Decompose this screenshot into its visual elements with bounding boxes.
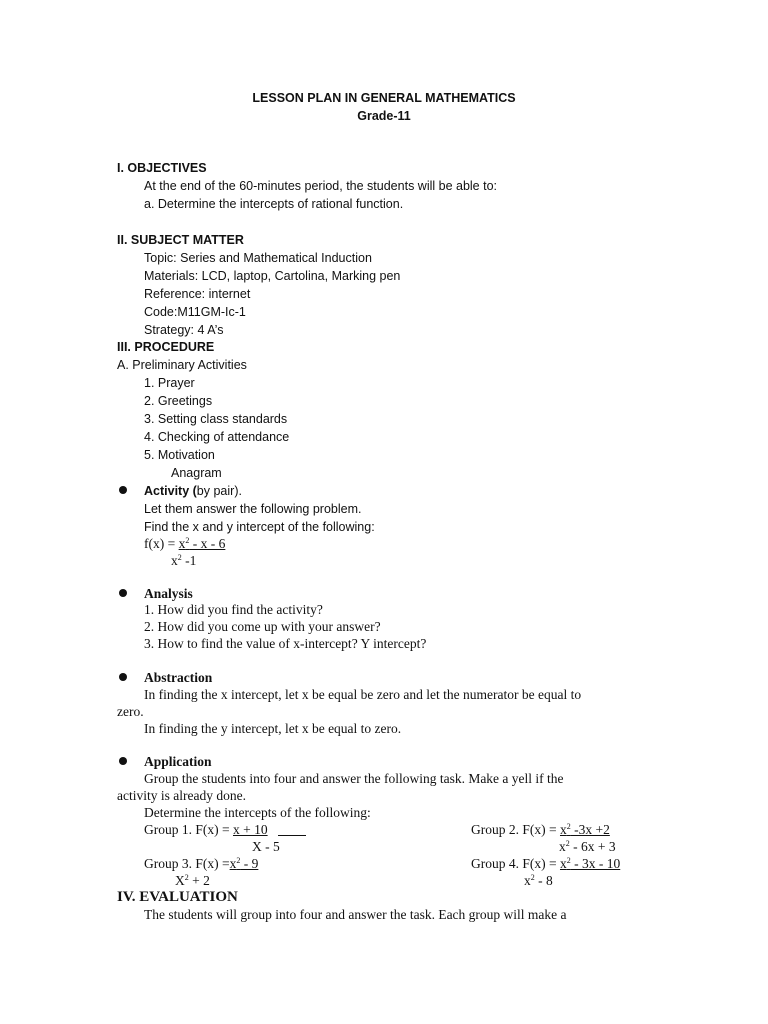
step-attendance: 4. Checking of attendance — [144, 430, 290, 444]
bullet-icon — [119, 589, 127, 597]
application-line-3: Determine the intercepts of the following: — [144, 805, 371, 820]
group-2-function: Group 2. $F(x) = x^2$ -3x +2 — [471, 822, 610, 837]
group-3-numerator: $x^2 - 9$ — [229, 856, 259, 871]
group-3-function: Group 3. $F(x) =x^2 - 9$ — [144, 856, 259, 871]
activity-instruction: Let them answer the following problem. — [144, 502, 362, 516]
application-heading: Application — [144, 754, 212, 769]
strategy-line: Strategy: 4 A’s — [144, 323, 224, 337]
fx-numerator: $x^2$ - x - 6 — [178, 536, 226, 551]
topic-line: Topic: Series and Mathematical Induction — [144, 251, 372, 265]
bullet-icon — [119, 757, 127, 765]
fraction-bar — [278, 835, 306, 836]
grade-label: Grade-11 — [357, 109, 411, 123]
fx-denominator: $x^2$ -1 — [171, 553, 197, 568]
subject-matter-heading: II. SUBJECT MATTER — [117, 233, 244, 247]
activity-heading — [144, 482, 242, 500]
abstraction-line-2: zero. — [117, 704, 144, 719]
procedure-heading: III. PROCEDURE — [117, 340, 215, 354]
analysis-heading: Analysis — [144, 586, 193, 601]
bullet-icon — [119, 486, 127, 494]
abstraction-line-1: In finding the x intercept, let x be equal be zero and let the numerator be equal to — [144, 687, 582, 702]
analysis-question-3: 3. How to find the value of x-intercept? Y intercept? — [144, 636, 427, 651]
code-line: Code:M11GM-Ic-1 — [144, 305, 246, 319]
group-4-function: Group 4. $F(x) = x^2 - 3x - 10$ — [471, 856, 621, 871]
step-motivation: 5. Motivation — [144, 448, 215, 462]
abstraction-line-3: In finding the y intercept, let x be equal to zero. — [144, 721, 402, 736]
evaluation-heading: IV. EVALUATION — [117, 889, 238, 905]
group-3-denominator: $X^2 + 2$ — [175, 873, 210, 888]
analysis-question-2: 2. How did you come up with your answer? — [144, 619, 381, 634]
group-2-numerator: $x^2$ -3x +2 — [559, 822, 610, 837]
fx-prefix: f(x) = — [144, 536, 179, 551]
materials-line: Materials: LCD, laptop, Cartolina, Marking pen — [144, 269, 401, 283]
group-4-numerator: $x^2 - 3x - 10$ — [559, 856, 621, 871]
step-class-standards: 3. Setting class standards — [144, 412, 288, 426]
bullet-icon — [119, 673, 127, 681]
step-greetings: 2. Greetings — [144, 394, 213, 408]
activity-label: Activity ( — [144, 484, 197, 498]
activity-task: Find the x and y intercept of the following: — [144, 520, 375, 534]
preliminary-activities-heading: A. Preliminary Activities — [117, 358, 247, 372]
group-4-denominator: $x^2 - 8$ — [524, 873, 553, 888]
activity-function — [144, 535, 225, 553]
evaluation-line-1: The students will group into four and answer the task. Each group will make a — [144, 907, 567, 922]
application-line-1: Group the students into four and answer the following task. Make a yell if the — [144, 771, 564, 786]
objective-item-a: a. Determine the intercepts of rational function. — [144, 197, 404, 211]
group-1-denominator: X - 5 — [252, 839, 280, 854]
reference-line: Reference: internet — [144, 287, 251, 301]
document-title: LESSON PLAN IN GENERAL MATHEMATICS — [252, 91, 516, 105]
objectives-intro: At the end of the 60-minutes period, the students will be able to: — [144, 179, 497, 193]
motivation-detail: Anagram — [171, 466, 222, 480]
group-2-denominator: $x^2 - 6x + 3$ — [559, 839, 616, 854]
application-line-2: activity is already done. — [117, 788, 246, 803]
abstraction-heading: Abstraction — [144, 670, 213, 685]
analysis-question-1: 1. How did you find the activity? — [144, 602, 323, 617]
step-prayer: 1. Prayer — [144, 376, 195, 390]
group-1-numerator: x + 10 — [232, 822, 268, 837]
group-1-function: Group 1. F(x) = x + 10 — [144, 822, 268, 837]
objectives-heading: I. OBJECTIVES — [117, 161, 207, 175]
activity-label-suffix: by pair). — [196, 484, 242, 498]
